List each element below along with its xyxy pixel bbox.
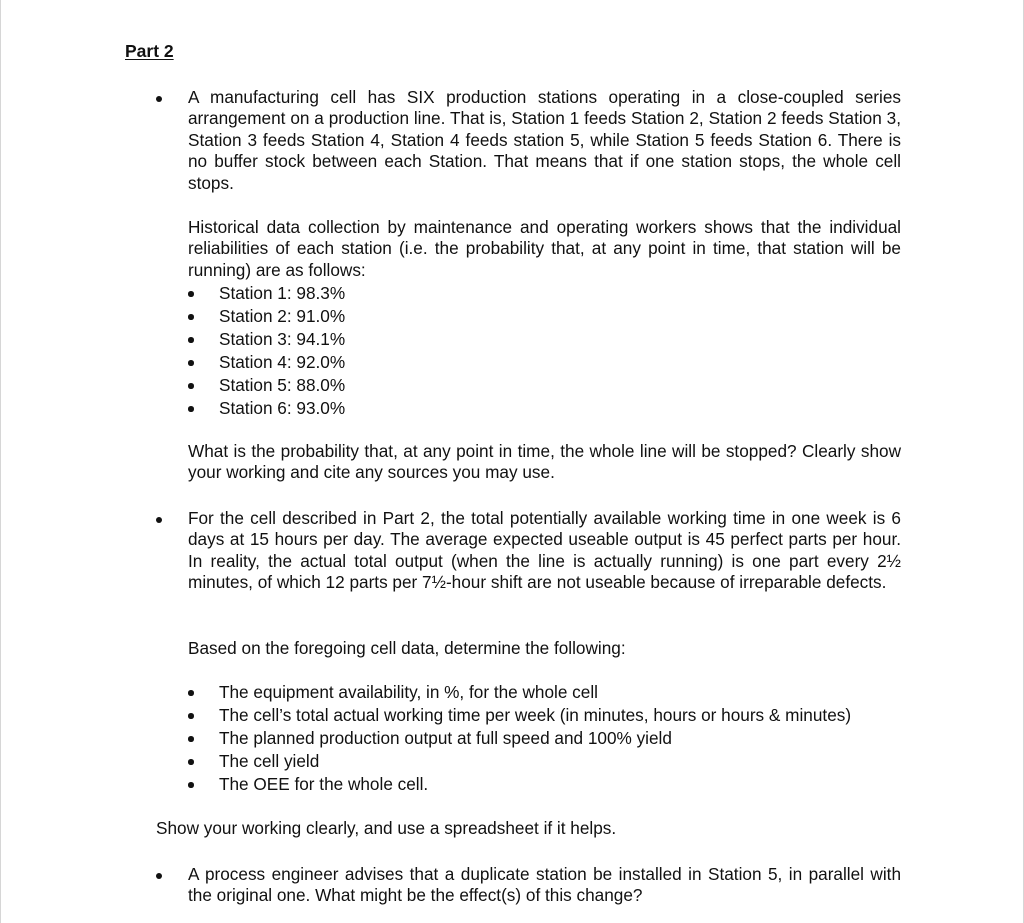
determine-list <box>188 682 851 797</box>
question-3-text: A process engineer advises that a duplicate station be installed in Station 5, in parallel with the original one. What might be the effect(s) of this change? <box>188 864 901 906</box>
list-item: Station 2: 91.0% <box>188 306 345 329</box>
list-item: Station 6: 93.0% <box>188 398 345 421</box>
question-1-prompt: What is the probability that, at any point in time, the whole line will be stopped? Clearly show your working and cite any sources you may use. <box>188 441 901 483</box>
reliability-data-intro: Historical data collection by maintenance and operating workers shows that the individual reliabilities of each station (i.e. the probability that, at any point in time, that station will be running) are as follows: <box>188 217 901 280</box>
question-2-prompt: Based on the foregoing cell data, determine the following: <box>188 638 626 658</box>
question-2-intro: For the cell described in Part 2, the total potentially available working time in one week is 6 days at 15 hours per day. The average expected useable output is 45 perfect parts per hour. In reality, the actual total output (when the line is actually running) is one part every 2½ minutes, of which 12 parts per 7½-hour shift are not useable because of irreparable defects. <box>188 508 901 593</box>
station-reliability-list <box>188 283 345 421</box>
part-heading: Part 2 <box>125 41 174 61</box>
question-1-bullet <box>156 96 162 102</box>
question-1-intro: A manufacturing cell has SIX production stations operating in a close-coupled series arrangement on a production line. That is, Station 1 feeds Station 2, Station 2 feeds Station 3, Station 3 feeds Station 4, Station 4 feeds station 5, while Station 5 feeds Station 6. There is no buffer stock between each Station. That means that if one station stops, the whole cell stops. <box>188 87 901 193</box>
question-2-bullet <box>156 517 162 523</box>
list-item: The equipment availability, in %, for the whole cell <box>188 682 851 705</box>
list-item: The cell yield <box>188 751 851 774</box>
list-item: Station 4: 92.0% <box>188 352 345 375</box>
list-item: The OEE for the whole cell. <box>188 774 851 797</box>
list-item: Station 1: 98.3% <box>188 283 345 306</box>
list-item: Station 5: 88.0% <box>188 375 345 398</box>
question-3-bullet <box>156 873 162 879</box>
list-item: Station 3: 94.1% <box>188 329 345 352</box>
working-note: Show your working clearly, and use a spreadsheet if it helps. <box>156 818 617 838</box>
list-item: The planned production output at full speed and 100% yield <box>188 728 851 751</box>
list-item: The cell’s total actual working time per week (in minutes, hours or hours & minutes) <box>188 705 851 728</box>
